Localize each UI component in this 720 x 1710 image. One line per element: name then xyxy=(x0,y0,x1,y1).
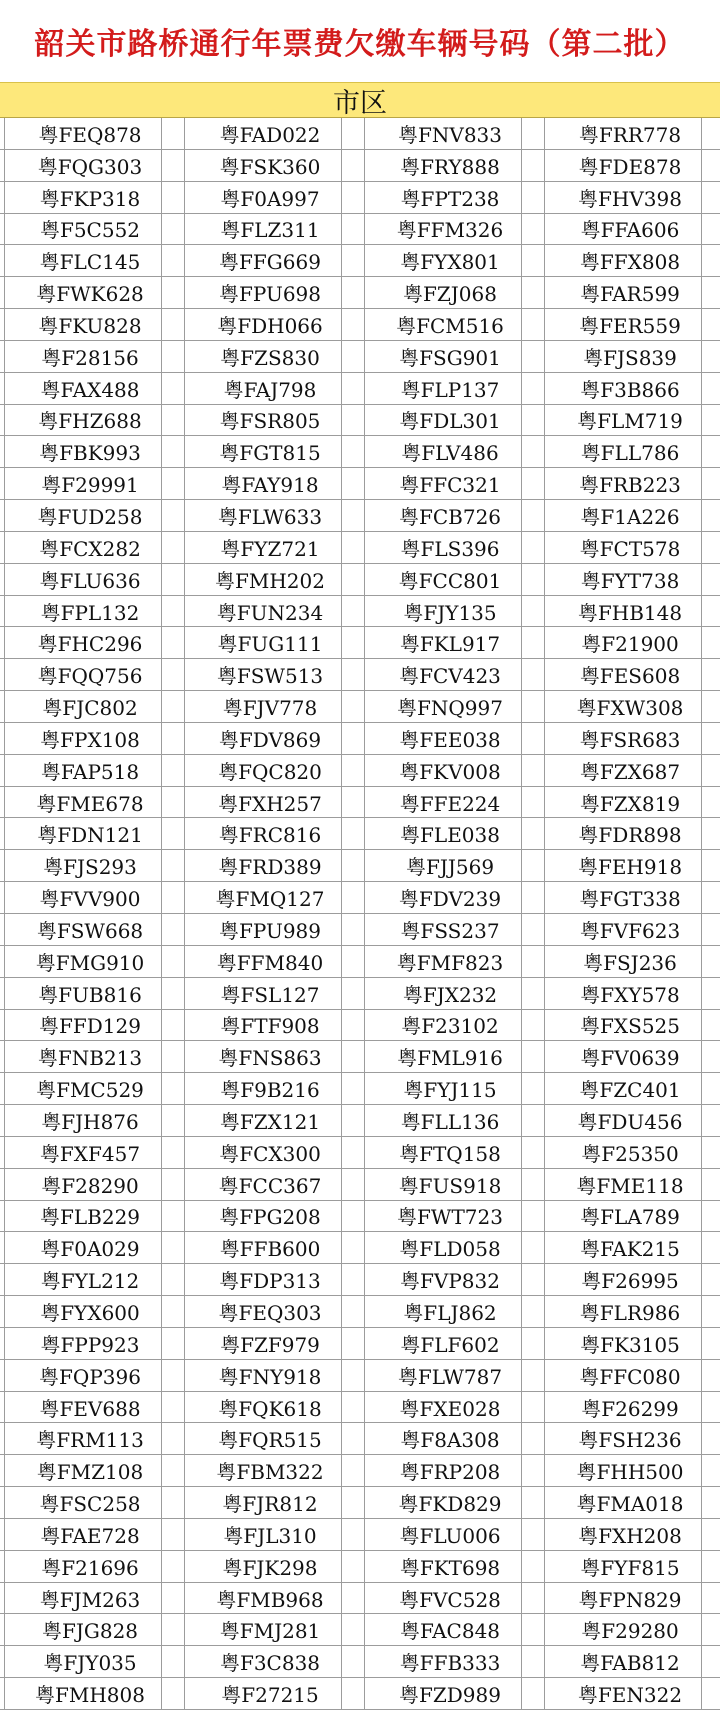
plate-cell: 粤FJC802 xyxy=(0,691,180,723)
plate-cell: 粤FMH202 xyxy=(180,564,360,596)
plate-cell: 粤FMQ127 xyxy=(180,882,360,914)
plate-cell: 粤FZX819 xyxy=(540,787,720,819)
plate-cell: 粤FRB223 xyxy=(540,468,720,500)
plate-cell: 粤FGT338 xyxy=(540,882,720,914)
plate-cell: 粤FRP208 xyxy=(360,1455,540,1487)
plate-cell: 粤FLA789 xyxy=(540,1201,720,1233)
plate-cell: 粤FDV869 xyxy=(180,723,360,755)
plate-cell: 粤FLL786 xyxy=(540,436,720,468)
plate-cell: 粤FEN322 xyxy=(540,1678,720,1710)
plate-cell: 粤FZJ068 xyxy=(360,277,540,309)
plate-cell: 粤F26299 xyxy=(540,1392,720,1424)
plate-cell: 粤FFD129 xyxy=(0,1010,180,1042)
plate-cell: 粤FBK993 xyxy=(0,436,180,468)
plate-cell: 粤FAP518 xyxy=(0,755,180,787)
plate-cell: 粤FQG303 xyxy=(0,150,180,182)
plate-cell: 粤F3B866 xyxy=(540,373,720,405)
plate-cell: 粤FBM322 xyxy=(180,1455,360,1487)
plate-cell: 粤FSS237 xyxy=(360,914,540,946)
plate-cell: 粤FFM840 xyxy=(180,946,360,978)
page-title: 韶关市路桥通行年票费欠缴车辆号码（第二批） xyxy=(34,27,686,62)
plate-cell: 粤FNB213 xyxy=(0,1041,180,1073)
plate-cell: 粤FSL127 xyxy=(180,978,360,1010)
plate-cell: 粤FZF979 xyxy=(180,1328,360,1360)
plate-cell: 粤FV0639 xyxy=(540,1041,720,1073)
plate-cell: 粤FYZ721 xyxy=(180,532,360,564)
plate-cell: 粤FQQ756 xyxy=(0,659,180,691)
plate-cell: 粤FDV239 xyxy=(360,882,540,914)
plate-cell: 粤F1A226 xyxy=(540,500,720,532)
section-header: 市区 xyxy=(0,82,720,118)
plate-cell: 粤FTQ158 xyxy=(360,1137,540,1169)
plate-cell: 粤FAX488 xyxy=(0,373,180,405)
plate-cell: 粤FMJ281 xyxy=(180,1614,360,1646)
plate-cell: 粤FSR805 xyxy=(180,405,360,437)
plate-cell: 粤FAC848 xyxy=(360,1614,540,1646)
plate-cell: 粤FMH808 xyxy=(0,1678,180,1710)
plate-cell: 粤FYX801 xyxy=(360,245,540,277)
plate-cell: 粤FJL310 xyxy=(180,1519,360,1551)
plate-cell: 粤FZX121 xyxy=(180,1105,360,1137)
plate-cell: 粤FES608 xyxy=(540,659,720,691)
plate-cell: 粤FQK618 xyxy=(180,1392,360,1424)
plate-cell: 粤FAK215 xyxy=(540,1232,720,1264)
plate-cell: 粤FQP396 xyxy=(0,1360,180,1392)
plate-cell: 粤F21696 xyxy=(0,1551,180,1583)
plate-cell: 粤FPX108 xyxy=(0,723,180,755)
plate-cell: 粤FLB229 xyxy=(0,1201,180,1233)
plate-cell: 粤FPL132 xyxy=(0,596,180,628)
plate-cell: 粤FXE028 xyxy=(360,1392,540,1424)
plate-cell: 粤FJV778 xyxy=(180,691,360,723)
plate-cell: 粤FJR812 xyxy=(180,1487,360,1519)
plate-cell: 粤F28290 xyxy=(0,1169,180,1201)
plate-cell: 粤FJH876 xyxy=(0,1105,180,1137)
plate-cell: 粤FNY918 xyxy=(180,1360,360,1392)
plate-cell: 粤FZS830 xyxy=(180,341,360,373)
plate-cell: 粤FLL136 xyxy=(360,1105,540,1137)
plate-cell: 粤FCM516 xyxy=(360,309,540,341)
plate-cell: 粤FCC801 xyxy=(360,564,540,596)
plate-cell: 粤FJM263 xyxy=(0,1583,180,1615)
plate-table xyxy=(0,118,720,1710)
plate-cell: 粤FKP318 xyxy=(0,182,180,214)
plate-cell: 粤FJK298 xyxy=(180,1551,360,1583)
plate-cell: 粤FDN121 xyxy=(0,818,180,850)
plate-cell: 粤FFB600 xyxy=(180,1232,360,1264)
plate-cell: 粤FUG111 xyxy=(180,627,360,659)
plate-cell: 粤FLE038 xyxy=(360,818,540,850)
plate-cell: 粤FUD258 xyxy=(0,500,180,532)
plate-cell: 粤FGT815 xyxy=(180,436,360,468)
plate-cell: 粤F25350 xyxy=(540,1137,720,1169)
plate-cell: 粤FLV486 xyxy=(360,436,540,468)
plate-cell: 粤F27215 xyxy=(180,1678,360,1710)
plate-cell: 粤FEQ878 xyxy=(0,118,180,150)
plate-cell: 粤FLJ862 xyxy=(360,1296,540,1328)
plate-cell: 粤FME118 xyxy=(540,1169,720,1201)
plate-cell: 粤FMF823 xyxy=(360,946,540,978)
plate-cell: 粤FMA018 xyxy=(540,1487,720,1519)
plate-cell: 粤FMZ108 xyxy=(0,1455,180,1487)
plate-cell: 粤FFC080 xyxy=(540,1360,720,1392)
plate-cell: 粤FLD058 xyxy=(360,1232,540,1264)
plate-cell: 粤FTF908 xyxy=(180,1010,360,1042)
plate-cell: 粤FJX232 xyxy=(360,978,540,1010)
plate-cell: 粤FDH066 xyxy=(180,309,360,341)
plate-cell: 粤FFA606 xyxy=(540,214,720,246)
plate-cell: 粤FLW633 xyxy=(180,500,360,532)
plate-cell: 粤FML916 xyxy=(360,1041,540,1073)
plate-cell: 粤FAY918 xyxy=(180,468,360,500)
plate-cell: 粤FAD022 xyxy=(180,118,360,150)
plate-cell: 粤FYX600 xyxy=(0,1296,180,1328)
plate-cell: 粤FCX300 xyxy=(180,1137,360,1169)
plate-cell: 粤FUS918 xyxy=(360,1169,540,1201)
plate-cell: 粤FWK628 xyxy=(0,277,180,309)
plate-cell: 粤FCV423 xyxy=(360,659,540,691)
plate-cell: 粤FPG208 xyxy=(180,1201,360,1233)
plate-cell: 粤FLM719 xyxy=(540,405,720,437)
plate-cell: 粤FJY035 xyxy=(0,1646,180,1678)
plate-cell: 粤FSW513 xyxy=(180,659,360,691)
plate-cell: 粤FCT578 xyxy=(540,532,720,564)
plate-cell: 粤FHB148 xyxy=(540,596,720,628)
plate-cell: 粤FNQ997 xyxy=(360,691,540,723)
plate-cell: 粤FXH257 xyxy=(180,787,360,819)
plate-cell: 粤FPN829 xyxy=(540,1583,720,1615)
plate-cell: 粤FSH236 xyxy=(540,1423,720,1455)
plate-cell: 粤FLW787 xyxy=(360,1360,540,1392)
plate-cell: 粤FPU698 xyxy=(180,277,360,309)
plate-cell: 粤FLU006 xyxy=(360,1519,540,1551)
plate-cell: 粤F5C552 xyxy=(0,214,180,246)
plate-cell: 粤FEE038 xyxy=(360,723,540,755)
plate-cell: 粤FZX687 xyxy=(540,755,720,787)
plate-cell: 粤F9B216 xyxy=(180,1073,360,1105)
plate-cell: 粤FKV008 xyxy=(360,755,540,787)
plate-cell: 粤FSG901 xyxy=(360,341,540,373)
plate-cell: 粤FPT238 xyxy=(360,182,540,214)
plate-cell: 粤F0A029 xyxy=(0,1232,180,1264)
plate-cell: 粤FAR599 xyxy=(540,277,720,309)
plate-cell: 粤FLU636 xyxy=(0,564,180,596)
plate-cell: 粤FDP313 xyxy=(180,1264,360,1296)
plate-cell: 粤FAJ798 xyxy=(180,373,360,405)
plate-cell: 粤F28156 xyxy=(0,341,180,373)
plate-cell: 粤FKT698 xyxy=(360,1551,540,1583)
plate-cell: 粤FUN234 xyxy=(180,596,360,628)
plate-cell: 粤FDU456 xyxy=(540,1105,720,1137)
plate-cell: 粤FNV833 xyxy=(360,118,540,150)
plate-cell: 粤F29280 xyxy=(540,1614,720,1646)
plate-cell: 粤FKL917 xyxy=(360,627,540,659)
plate-cell: 粤FLZ311 xyxy=(180,214,360,246)
plate-cell: 粤FPP923 xyxy=(0,1328,180,1360)
plate-cell: 粤FER559 xyxy=(540,309,720,341)
plate-cell: 粤FRR778 xyxy=(540,118,720,150)
plate-cell: 粤FFG669 xyxy=(180,245,360,277)
plate-cell: 粤FMB968 xyxy=(180,1583,360,1615)
plate-cell: 粤FRY888 xyxy=(360,150,540,182)
plate-cell: 粤FVV900 xyxy=(0,882,180,914)
plate-cell: 粤FJY135 xyxy=(360,596,540,628)
plate-cell: 粤FCB726 xyxy=(360,500,540,532)
plate-cell: 粤FQC820 xyxy=(180,755,360,787)
plate-cell: 粤FAB812 xyxy=(540,1646,720,1678)
plate-cell: 粤FSW668 xyxy=(0,914,180,946)
plate-cell: 粤FZC401 xyxy=(540,1073,720,1105)
plate-cell: 粤FFC321 xyxy=(360,468,540,500)
plate-cell: 粤FXS525 xyxy=(540,1010,720,1042)
plate-cell: 粤F21900 xyxy=(540,627,720,659)
plate-cell: 粤FVF623 xyxy=(540,914,720,946)
plate-cell: 粤FEH918 xyxy=(540,850,720,882)
plate-cell: 粤FJJ569 xyxy=(360,850,540,882)
plate-cell: 粤FDE878 xyxy=(540,150,720,182)
plate-cell: 粤FDL301 xyxy=(360,405,540,437)
plate-cell: 粤FAE728 xyxy=(0,1519,180,1551)
plate-cell: 粤FJS839 xyxy=(540,341,720,373)
plate-cell: 粤FCX282 xyxy=(0,532,180,564)
plate-cell: 粤FFB333 xyxy=(360,1646,540,1678)
plate-cell: 粤FJG828 xyxy=(0,1614,180,1646)
plate-cell: 粤FLR986 xyxy=(540,1296,720,1328)
plate-cell: 粤F26995 xyxy=(540,1264,720,1296)
plate-cell: 粤F3C838 xyxy=(180,1646,360,1678)
plate-cell: 粤FCC367 xyxy=(180,1169,360,1201)
plate-cell: 粤F23102 xyxy=(360,1010,540,1042)
plate-cell: 粤FXY578 xyxy=(540,978,720,1010)
plate-cell: 粤FYF815 xyxy=(540,1551,720,1583)
plate-cell: 粤FME678 xyxy=(0,787,180,819)
plate-cell: 粤FLF602 xyxy=(360,1328,540,1360)
plate-cell: 粤FSR683 xyxy=(540,723,720,755)
plate-cell: 粤FRD389 xyxy=(180,850,360,882)
plate-cell: 粤FNS863 xyxy=(180,1041,360,1073)
plate-cell: 粤FYJ115 xyxy=(360,1073,540,1105)
plate-cell: 粤FRC816 xyxy=(180,818,360,850)
plate-cell: 粤FHH500 xyxy=(540,1455,720,1487)
plate-cell: 粤FDR898 xyxy=(540,818,720,850)
plate-cell: 粤FWT723 xyxy=(360,1201,540,1233)
plate-cell: 粤FSC258 xyxy=(0,1487,180,1519)
plate-cell: 粤FVP832 xyxy=(360,1264,540,1296)
plate-cell: 粤FUB816 xyxy=(0,978,180,1010)
plate-cell: 粤F8A308 xyxy=(360,1423,540,1455)
plate-cell: 粤FSK360 xyxy=(180,150,360,182)
plate-cell: 粤FHV398 xyxy=(540,182,720,214)
plate-cell: 粤FFE224 xyxy=(360,787,540,819)
plate-cell: 粤FXW308 xyxy=(540,691,720,723)
plate-cell: 粤FYL212 xyxy=(0,1264,180,1296)
plate-cell: 粤FEV688 xyxy=(0,1392,180,1424)
plate-cell: 粤FPU989 xyxy=(180,914,360,946)
plate-cell: 粤FXH208 xyxy=(540,1519,720,1551)
plate-cell: 粤FJS293 xyxy=(0,850,180,882)
plate-cell: 粤FLC145 xyxy=(0,245,180,277)
plate-cell: 粤FRM113 xyxy=(0,1423,180,1455)
plate-cell: 粤FEQ303 xyxy=(180,1296,360,1328)
plate-cell: 粤FHC296 xyxy=(0,627,180,659)
plate-cell: 粤FMC529 xyxy=(0,1073,180,1105)
plate-cell: 粤FZD989 xyxy=(360,1678,540,1710)
plate-cell: 粤FLS396 xyxy=(360,532,540,564)
plate-cell: 粤FQR515 xyxy=(180,1423,360,1455)
plate-cell: 粤FFM326 xyxy=(360,214,540,246)
plate-cell: 粤FFX808 xyxy=(540,245,720,277)
plate-cell: 粤FVC528 xyxy=(360,1583,540,1615)
plate-cell: 粤FYT738 xyxy=(540,564,720,596)
plate-cell: 粤FHZ688 xyxy=(0,405,180,437)
plate-cell: 粤FK3105 xyxy=(540,1328,720,1360)
plate-cell: 粤FMG910 xyxy=(0,946,180,978)
plate-cell: 粤FXF457 xyxy=(0,1137,180,1169)
plate-cell: 粤F29991 xyxy=(0,468,180,500)
plate-cell: 粤FKD829 xyxy=(360,1487,540,1519)
plate-cell: 粤FKU828 xyxy=(0,309,180,341)
plate-cell: 粤F0A997 xyxy=(180,182,360,214)
plate-cell: 粤FLP137 xyxy=(360,373,540,405)
plate-cell: 粤FSJ236 xyxy=(540,946,720,978)
